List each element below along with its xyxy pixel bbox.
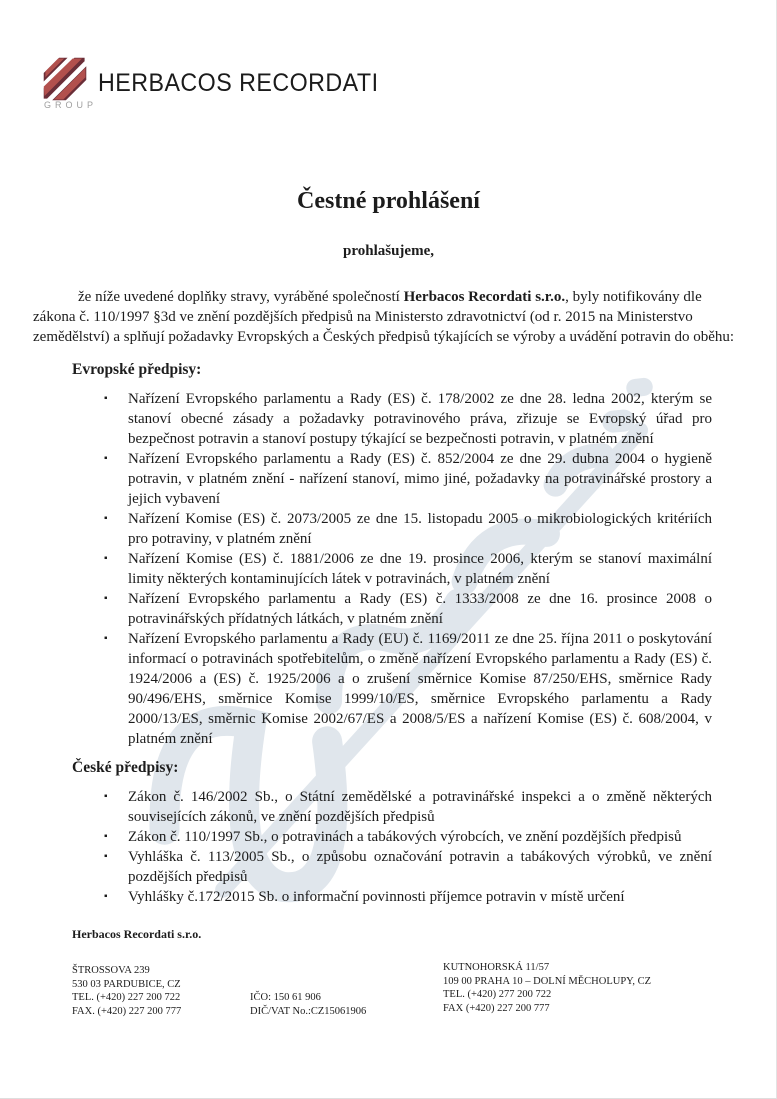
brand-wordmark: HERBACOS RECORDATI <box>98 68 379 97</box>
footer-address-line: 530 03 PARDUBICE, CZ <box>72 978 181 990</box>
footer-vat-line: DIČ/VAT No.:CZ15061906 <box>250 1005 367 1017</box>
footer-phone-line: TEL. (+420) 277 200 722 <box>443 989 552 1000</box>
document-title: Čestné prohlášení <box>297 188 480 214</box>
footer-address-line: ŠTROSSOVA 239 <box>72 965 150 976</box>
footer-address-line: KUTNOHORSKÁ 11/57 <box>443 962 550 973</box>
regulation-item: ▪ Zákon č. 110/1997 Sb., o potravinách a tabákových výrobcích, ve znění pozdějších předpisů <box>103 827 712 847</box>
regulation-item: ▪ Nařízení Evropského parlamentu a Rady (ES) č. 178/2002 ze dne 28. ledna 2002, kterým se stanoví obecné zásady a požadavky potravinového práva, zřizuje se Evropský úřad pro bezpečnost potravin a stanoví postupy týkající se bezpečnosti potravin, v platném znění <box>103 389 712 449</box>
intro-text-before: že níže uvedené doplňky stravy, vyráběné společností <box>78 289 404 305</box>
document-body <box>33 287 745 914</box>
declaration-lead: prohlašujeme, <box>343 243 434 259</box>
footer-address-pardubice <box>72 964 181 1018</box>
footer-ico-line: IČO: 150 61 906 <box>250 992 321 1003</box>
regulation-item: ▪ Vyhlášky č.172/2015 Sb. o informační povinnosti příjemce potravin v místě určení <box>103 887 712 907</box>
european-regulation-list <box>103 389 712 749</box>
footer-address-line: 109 00 PRAHA 10 – DOLNÍ MĚCHOLUPY, CZ <box>443 975 652 987</box>
regulation-item: ▪ Nařízení Komise (ES) č. 2073/2005 ze dne 15. listopadu 2005 o mikrobiologických kritériích pro potraviny, v platném znění <box>103 509 712 549</box>
herbacos-logo-icon <box>42 56 88 102</box>
regulation-item: ▪ Nařízení Evropského parlamentu a Rady (ES) č. 1333/2008 ze dne 16. prosince 2008 o potravinářských přídatných látkách, v platném znění <box>103 589 712 629</box>
intro-text-after: , byly notifikovány dle zákona č. 110/1997 §3d ve znění pozdějších předpisů na Ministersto zdravotnictví (od r. 2015 na Ministerstvo zemědělství) a splňují požadavky Evropských a Českých předpisů týkajících se výroby a uvádění potravin do oběhu: <box>33 289 735 345</box>
footer-phone-line: TEL. (+420) 227 200 722 <box>72 992 181 1003</box>
intro-paragraph <box>33 287 745 347</box>
regulation-item: ▪ Nařízení Evropského parlamentu a Rady (EU) č. 1169/2011 ze dne 25. října 2011 o poskytování informací o potravinách spotřebitelům, o změně nařízení Evropského parlamentu a Rady (ES) č. 1924/2006 a (ES) č. 1925/2006 a o zrušení směrnice Komise 87/250/EHS, směrnice Rady 90/496/EHS, směrnice Komise 1999/10/ES, směrnice Evropského parlamentu a Rady 2000/13/ES, směrnic Komise 2002/67/ES a 2008/5/ES a nařízení Komise (ES) č. 608/2004, v platném znění <box>103 629 712 749</box>
regulation-item: ▪ Vyhláška č. 113/2005 Sb., o způsobu označování potravin a tabákových výrobků, ve znění pozdějších předpisů <box>103 847 712 887</box>
footer-registration <box>250 991 366 1018</box>
regulation-item: ▪ Zákon č. 146/2002 Sb., o Státní zemědělské a potravinářské inspekci a o změně některých souvisejících zákonů, ve znění pozdějších předpisů <box>103 787 712 827</box>
section-heading-european: Evropské předpisy: <box>72 361 202 378</box>
intro-company-name: Herbacos Recordati s.r.o. <box>403 289 566 305</box>
section-heading-czech: České předpisy: <box>72 759 179 776</box>
footer-company-name: Herbacos Recordati s.r.o. <box>72 927 202 941</box>
footer-address-praha <box>443 961 651 1015</box>
regulation-item: ▪ Nařízení Komise (ES) č. 1881/2006 ze dne 19. prosince 2006, kterým se stanoví maximální limity některých kontaminujících látek v potravinách, v platném znění <box>103 549 712 589</box>
group-label: GROUP <box>44 100 98 110</box>
footer-fax-line: FAX. (+420) 227 200 777 <box>72 1005 182 1017</box>
letterhead <box>42 56 400 102</box>
czech-regulation-list <box>103 787 712 907</box>
regulation-item: ▪ Nařízení Evropského parlamentu a Rady (ES) č. 852/2004 ze dne 29. dubna 2004 o hygieně potravin, v platném znění - nařízení stanoví, mimo jiné, požadavky na potravinářské prostory a jejich vybavení <box>103 449 712 509</box>
footer-fax-line: FAX (+420) 227 200 777 <box>443 1002 550 1014</box>
